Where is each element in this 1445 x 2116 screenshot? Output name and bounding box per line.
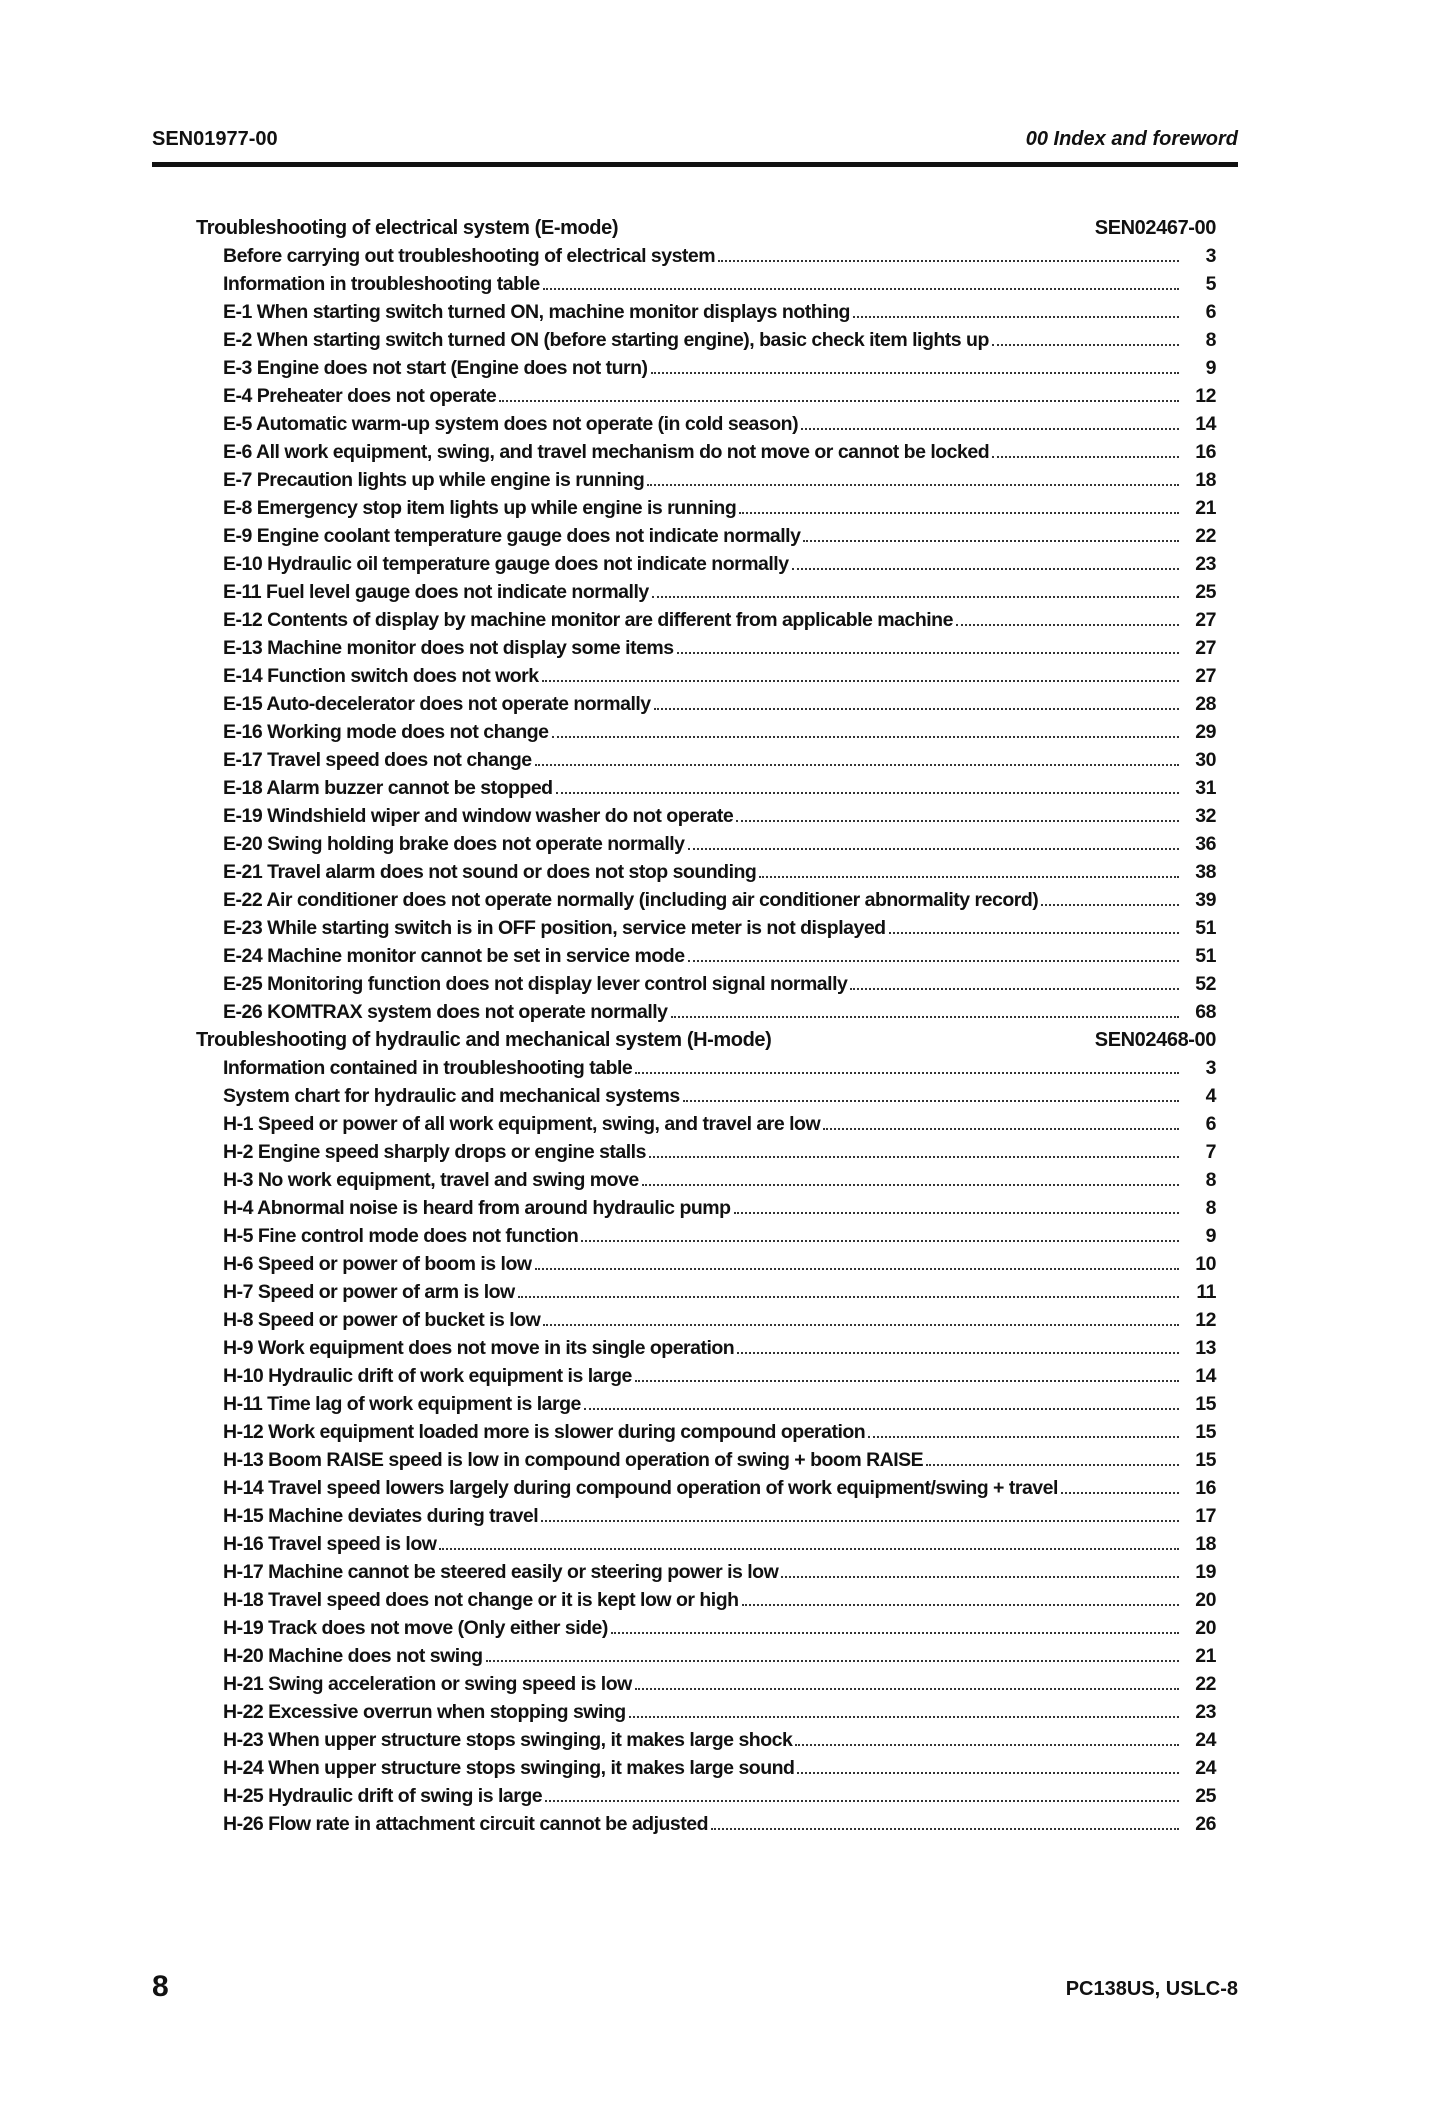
toc-entry-title: Information in troubleshooting table xyxy=(223,273,540,295)
toc-entry-page: 17 xyxy=(1195,1505,1216,1527)
toc-entry xyxy=(196,884,1216,912)
toc-entry-page: 24 xyxy=(1195,1729,1216,1751)
toc-entry-title: H-6 Speed or power of boom is low xyxy=(223,1253,532,1275)
toc-section-heading xyxy=(196,212,1216,240)
toc-section-code: SEN02467-00 xyxy=(1094,217,1216,239)
toc-entry-title: E-3 Engine does not start (Engine does not turn) xyxy=(223,357,648,379)
toc-entry xyxy=(196,408,1216,436)
toc-entry-title: H-21 Swing acceleration or swing speed is low xyxy=(223,1673,632,1695)
toc-entry xyxy=(196,464,1216,492)
dot-leader xyxy=(739,512,1179,514)
toc-entry-title: E-9 Engine coolant temperature gauge does not indicate normally xyxy=(223,525,801,547)
toc-section-code: SEN02468-00 xyxy=(1094,1029,1216,1051)
dot-leader xyxy=(956,624,1179,626)
dot-leader xyxy=(654,708,1179,710)
toc-entry-page: 31 xyxy=(1195,777,1216,799)
toc-entry-page: 51 xyxy=(1195,917,1216,939)
toc-entry-title: E-4 Preheater does not operate xyxy=(223,385,497,407)
toc-entry xyxy=(196,296,1216,324)
toc-entry-title: E-12 Contents of display by machine monitor are different from applicable machine xyxy=(223,609,953,631)
toc-entry-page: 23 xyxy=(1195,1701,1216,1723)
toc-entry-title: E-25 Monitoring function does not display lever control signal normally xyxy=(223,973,848,995)
toc-entry-page: 27 xyxy=(1195,665,1216,687)
toc-entry xyxy=(196,604,1216,632)
toc-entry-title: E-11 Fuel level gauge does not indicate normally xyxy=(223,581,649,603)
toc-entry xyxy=(196,1164,1216,1192)
toc-entry-title: E-2 When starting switch turned ON (before starting engine), basic check item lights up xyxy=(223,329,989,351)
toc-entry-title: H-20 Machine does not swing xyxy=(223,1645,483,1667)
toc-entry xyxy=(196,800,1216,828)
dot-leader xyxy=(868,1436,1179,1438)
toc-entry xyxy=(196,1780,1216,1808)
toc-entry-page: 22 xyxy=(1195,1673,1216,1695)
toc-entry-page: 5 xyxy=(1205,273,1216,295)
dot-leader xyxy=(718,260,1179,262)
toc-entry-page: 21 xyxy=(1195,497,1216,519)
toc-entry xyxy=(196,1416,1216,1444)
toc-entry-page: 21 xyxy=(1195,1645,1216,1667)
toc-entry-title: E-13 Machine monitor does not display some items xyxy=(223,637,674,659)
toc-entry xyxy=(196,772,1216,800)
toc-entry-page: 10 xyxy=(1195,1253,1216,1275)
toc-entry-page: 12 xyxy=(1195,385,1216,407)
toc-entry xyxy=(196,1724,1216,1752)
page-number: 8 xyxy=(152,1970,169,2003)
dot-leader xyxy=(649,1156,1179,1158)
toc-entry xyxy=(196,1136,1216,1164)
toc-entry xyxy=(196,1388,1216,1416)
toc-entry-title: H-9 Work equipment does not move in its single operation xyxy=(223,1337,735,1359)
toc-entry-title: E-26 KOMTRAX system does not operate normally xyxy=(223,1001,668,1023)
dot-leader xyxy=(737,1352,1179,1354)
dot-leader xyxy=(797,1772,1179,1774)
toc-entry xyxy=(196,436,1216,464)
toc-entry-title: E-18 Alarm buzzer cannot be stopped xyxy=(223,777,553,799)
toc-entry-title: H-1 Speed or power of all work equipment, swing, and travel are low xyxy=(223,1113,821,1135)
toc-entry-page: 27 xyxy=(1195,637,1216,659)
toc-entry xyxy=(196,856,1216,884)
toc-entry xyxy=(196,828,1216,856)
toc-entry-page: 29 xyxy=(1195,721,1216,743)
toc-entry xyxy=(196,1080,1216,1108)
dot-leader xyxy=(889,932,1179,934)
toc-entry xyxy=(196,1052,1216,1080)
dot-leader xyxy=(635,1072,1179,1074)
toc-entry-title: H-19 Track does not move (Only either side) xyxy=(223,1617,608,1639)
table-of-contents xyxy=(196,212,1216,1836)
toc-section-title: Troubleshooting of hydraulic and mechanical system (H-mode) xyxy=(196,1029,772,1051)
toc-entry xyxy=(196,1640,1216,1668)
toc-entry xyxy=(196,1192,1216,1220)
toc-entry-title: H-24 When upper structure stops swinging, it makes large sound xyxy=(223,1757,795,1779)
toc-entry xyxy=(196,576,1216,604)
dot-leader xyxy=(926,1464,1179,1466)
toc-entry-page: 7 xyxy=(1205,1141,1216,1163)
toc-entry-page: 3 xyxy=(1205,245,1216,267)
toc-entry-title: E-16 Working mode does not change xyxy=(223,721,549,743)
header-rule xyxy=(152,162,1238,167)
toc-entry xyxy=(196,1304,1216,1332)
dot-leader xyxy=(635,1688,1179,1690)
toc-entry xyxy=(196,968,1216,996)
dot-leader xyxy=(803,540,1179,542)
toc-entry-title: System chart for hydraulic and mechanical systems xyxy=(223,1085,680,1107)
toc-entry xyxy=(196,940,1216,968)
toc-entry-page: 52 xyxy=(1195,973,1216,995)
dot-leader xyxy=(742,1604,1179,1606)
dot-leader xyxy=(992,456,1179,458)
toc-entry-page: 16 xyxy=(1195,1477,1216,1499)
dot-leader xyxy=(801,428,1179,430)
toc-entry xyxy=(196,1472,1216,1500)
toc-entry xyxy=(196,1332,1216,1360)
toc-entry xyxy=(196,520,1216,548)
toc-entry xyxy=(196,240,1216,268)
toc-entry-title: H-15 Machine deviates during travel xyxy=(223,1505,539,1527)
dot-leader xyxy=(671,1016,1179,1018)
dot-leader xyxy=(552,736,1179,738)
toc-entry xyxy=(196,716,1216,744)
toc-entry-page: 15 xyxy=(1195,1393,1216,1415)
toc-entry-page: 8 xyxy=(1205,1169,1216,1191)
toc-entry xyxy=(196,1752,1216,1780)
toc-entry xyxy=(196,324,1216,352)
dot-leader xyxy=(736,820,1179,822)
toc-entry xyxy=(196,1500,1216,1528)
dot-leader xyxy=(647,484,1179,486)
dot-leader xyxy=(518,1296,1179,1298)
toc-entry xyxy=(196,268,1216,296)
toc-entry-title: E-21 Travel alarm does not sound or does not stop sounding xyxy=(223,861,757,883)
dot-leader xyxy=(992,344,1179,346)
dot-leader xyxy=(853,316,1179,318)
dot-leader xyxy=(542,680,1179,682)
toc-entry-title: E-23 While starting switch is in OFF position, service meter is not displayed xyxy=(223,917,886,939)
dot-leader xyxy=(629,1716,1179,1718)
toc-entry-title: H-5 Fine control mode does not function xyxy=(223,1225,579,1247)
toc-entry-page: 51 xyxy=(1195,945,1216,967)
toc-entry-title: E-6 All work equipment, swing, and travel mechanism do not move or cannot be locked xyxy=(223,441,990,463)
toc-entry-title: Information contained in troubleshooting table xyxy=(223,1057,633,1079)
toc-entry xyxy=(196,1612,1216,1640)
dot-leader xyxy=(543,288,1179,290)
toc-entry-title: E-24 Machine monitor cannot be set in service mode xyxy=(223,945,685,967)
toc-entry-page: 6 xyxy=(1205,1113,1216,1135)
toc-entry xyxy=(196,660,1216,688)
toc-entry xyxy=(196,1108,1216,1136)
toc-entry xyxy=(196,492,1216,520)
toc-entry-page: 28 xyxy=(1195,693,1216,715)
toc-entry xyxy=(196,1808,1216,1836)
toc-entry-title: H-11 Time lag of work equipment is large xyxy=(223,1393,581,1415)
dot-leader xyxy=(642,1184,1179,1186)
toc-entry-title: E-17 Travel speed does not change xyxy=(223,749,532,771)
dot-leader xyxy=(541,1520,1179,1522)
toc-entry-page: 9 xyxy=(1205,357,1216,379)
dot-leader xyxy=(535,1268,1179,1270)
toc-entry-title: E-19 Windshield wiper and window washer do not operate xyxy=(223,805,734,827)
toc-entry-title: H-10 Hydraulic drift of work equipment is large xyxy=(223,1365,632,1387)
toc-entry-title: E-1 When starting switch turned ON, machine monitor displays nothing xyxy=(223,301,850,323)
toc-entry-page: 16 xyxy=(1195,441,1216,463)
toc-entry-title: E-20 Swing holding brake does not operate normally xyxy=(223,833,685,855)
toc-entry-page: 38 xyxy=(1195,861,1216,883)
toc-entry-title: E-14 Function switch does not work xyxy=(223,665,539,687)
dot-leader xyxy=(792,568,1179,570)
toc-entry xyxy=(196,1584,1216,1612)
toc-entry xyxy=(196,548,1216,576)
dot-leader xyxy=(1061,1492,1179,1494)
toc-entry xyxy=(196,744,1216,772)
toc-entry-title: H-16 Travel speed is low xyxy=(223,1533,437,1555)
toc-entry-page: 68 xyxy=(1195,1001,1216,1023)
toc-entry-title: E-10 Hydraulic oil temperature gauge does not indicate normally xyxy=(223,553,789,575)
dot-leader xyxy=(535,764,1179,766)
toc-entry xyxy=(196,352,1216,380)
toc-entry-title: H-4 Abnormal noise is heard from around hydraulic pump xyxy=(223,1197,731,1219)
toc-entry-title: E-8 Emergency stop item lights up while engine is running xyxy=(223,497,737,519)
dot-leader xyxy=(584,1408,1179,1410)
toc-entry-title: H-23 When upper structure stops swinging, it makes large shock xyxy=(223,1729,793,1751)
toc-entry-page: 24 xyxy=(1195,1757,1216,1779)
toc-entry-page: 8 xyxy=(1205,1197,1216,1219)
dot-leader xyxy=(688,960,1179,962)
dot-leader xyxy=(611,1632,1179,1634)
dot-leader xyxy=(486,1660,1179,1662)
toc-entry xyxy=(196,632,1216,660)
dot-leader xyxy=(652,596,1179,598)
toc-entry xyxy=(196,996,1216,1024)
dot-leader xyxy=(781,1576,1179,1578)
toc-entry xyxy=(196,1276,1216,1304)
toc-entry-page: 13 xyxy=(1195,1337,1216,1359)
toc-entry-title: H-2 Engine speed sharply drops or engine stalls xyxy=(223,1141,646,1163)
toc-entry-page: 22 xyxy=(1195,525,1216,547)
toc-entry-title: H-17 Machine cannot be steered easily or steering power is low xyxy=(223,1561,779,1583)
toc-entry-page: 14 xyxy=(1195,1365,1216,1387)
toc-entry-title: E-7 Precaution lights up while engine is running xyxy=(223,469,645,491)
toc-entry-page: 20 xyxy=(1195,1617,1216,1639)
toc-entry-page: 19 xyxy=(1195,1561,1216,1583)
toc-entry-page: 4 xyxy=(1205,1085,1216,1107)
dot-leader xyxy=(711,1828,1179,1830)
toc-entry-page: 6 xyxy=(1205,301,1216,323)
toc-entry xyxy=(196,1220,1216,1248)
dot-leader xyxy=(581,1240,1179,1242)
toc-entry-title: E-15 Auto-decelerator does not operate normally xyxy=(223,693,651,715)
toc-entry-page: 20 xyxy=(1195,1589,1216,1611)
toc-entry-page: 36 xyxy=(1195,833,1216,855)
toc-entry-title: H-25 Hydraulic drift of swing is large xyxy=(223,1785,543,1807)
toc-entry-page: 15 xyxy=(1195,1421,1216,1443)
toc-entry-title: H-14 Travel speed lowers largely during compound operation of work equipment/swing + travel xyxy=(223,1477,1058,1499)
dot-leader xyxy=(543,1324,1179,1326)
dot-leader xyxy=(439,1548,1179,1550)
toc-entry xyxy=(196,688,1216,716)
toc-entry xyxy=(196,1444,1216,1472)
toc-entry-title: H-7 Speed or power of arm is low xyxy=(223,1281,515,1303)
document-code: SEN01977-00 xyxy=(152,128,278,150)
dot-leader xyxy=(635,1380,1179,1382)
toc-entry-title: H-13 Boom RAISE speed is low in compound operation of swing + boom RAISE xyxy=(223,1449,924,1471)
toc-entry-page: 9 xyxy=(1205,1225,1216,1247)
toc-entry-title: E-22 Air conditioner does not operate normally (including air conditioner abnormality record) xyxy=(223,889,1039,911)
toc-entry-page: 14 xyxy=(1195,413,1216,435)
toc-section-heading xyxy=(196,1024,1216,1052)
toc-entry-title: H-26 Flow rate in attachment circuit cannot be adjusted xyxy=(223,1813,709,1835)
toc-entry-page: 32 xyxy=(1195,805,1216,827)
toc-entry-title: H-8 Speed or power of bucket is low xyxy=(223,1309,541,1331)
toc-entry-page: 30 xyxy=(1195,749,1216,771)
toc-entry xyxy=(196,912,1216,940)
toc-entry-page: 25 xyxy=(1195,581,1216,603)
dot-leader xyxy=(823,1128,1179,1130)
toc-entry-page: 25 xyxy=(1195,1785,1216,1807)
dot-leader xyxy=(651,372,1179,374)
dot-leader xyxy=(683,1100,1179,1102)
toc-entry-page: 8 xyxy=(1205,329,1216,351)
dot-leader xyxy=(850,988,1179,990)
dot-leader xyxy=(1041,904,1179,906)
toc-entry-page: 15 xyxy=(1195,1449,1216,1471)
toc-entry-page: 12 xyxy=(1195,1309,1216,1331)
dot-leader xyxy=(759,876,1179,878)
toc-entry-page: 18 xyxy=(1195,1533,1216,1555)
toc-entry-title: H-3 No work equipment, travel and swing move xyxy=(223,1169,639,1191)
toc-entry-title: H-22 Excessive overrun when stopping swing xyxy=(223,1701,626,1723)
toc-entry-page: 27 xyxy=(1195,609,1216,631)
page-header xyxy=(152,128,1238,162)
toc-entry-page: 23 xyxy=(1195,553,1216,575)
toc-entry xyxy=(196,1528,1216,1556)
toc-entry-title: E-5 Automatic warm-up system does not operate (in cold season) xyxy=(223,413,799,435)
toc-entry xyxy=(196,1556,1216,1584)
toc-entry-page: 11 xyxy=(1196,1281,1216,1303)
toc-entry xyxy=(196,1360,1216,1388)
dot-leader xyxy=(734,1212,1179,1214)
toc-entry xyxy=(196,1668,1216,1696)
dot-leader xyxy=(688,848,1179,850)
dot-leader xyxy=(677,652,1179,654)
dot-leader xyxy=(545,1800,1179,1802)
dot-leader xyxy=(499,400,1179,402)
toc-entry xyxy=(196,380,1216,408)
toc-entry xyxy=(196,1696,1216,1724)
dot-leader xyxy=(556,792,1179,794)
model-name: PC138US, USLC-8 xyxy=(1065,1978,1238,2000)
toc-entry-title: H-18 Travel speed does not change or it is kept low or high xyxy=(223,1589,739,1611)
toc-entry-page: 39 xyxy=(1195,889,1216,911)
toc-entry-page: 3 xyxy=(1205,1057,1216,1079)
toc-entry xyxy=(196,1248,1216,1276)
toc-entry-page: 18 xyxy=(1195,469,1216,491)
dot-leader xyxy=(795,1744,1179,1746)
toc-section-title: Troubleshooting of electrical system (E-mode) xyxy=(196,217,619,239)
toc-entry-page: 26 xyxy=(1195,1813,1216,1835)
toc-entry-title: H-12 Work equipment loaded more is slower during compound operation xyxy=(223,1421,866,1443)
section-title: 00 Index and foreword xyxy=(1025,128,1238,150)
toc-entry-title: Before carrying out troubleshooting of electrical system xyxy=(223,245,716,267)
